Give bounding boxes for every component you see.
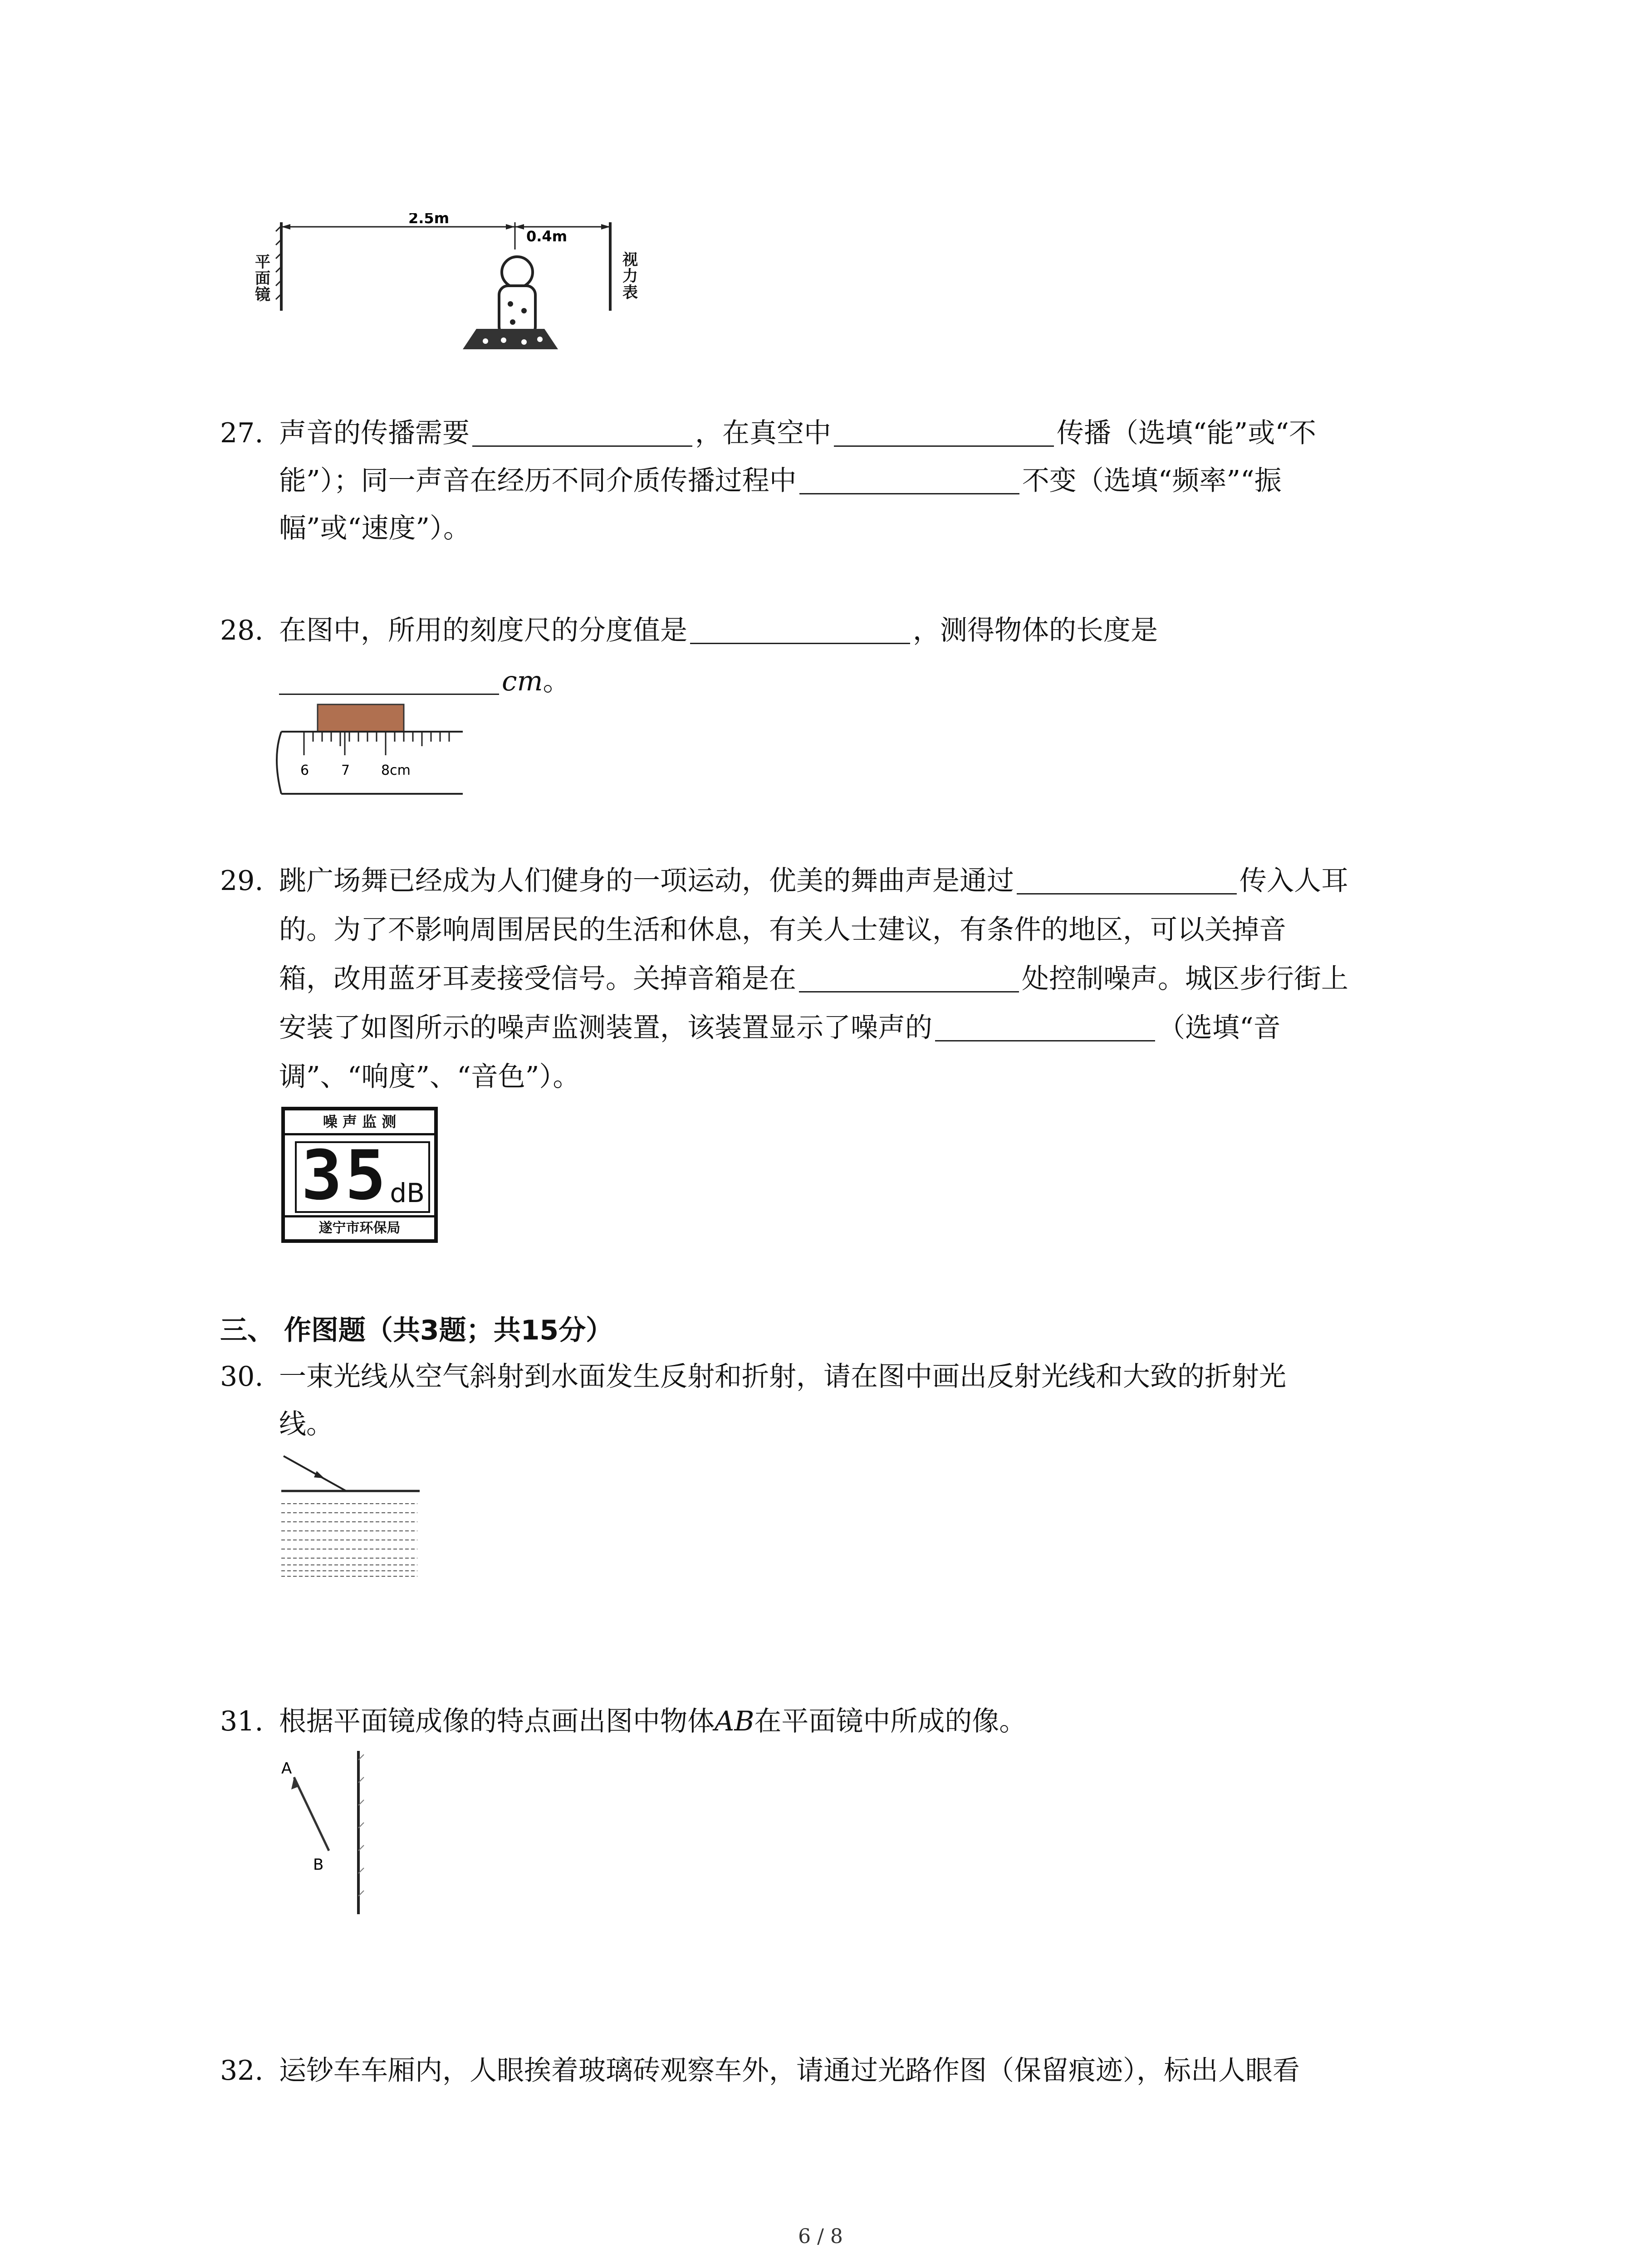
- plane-mirror-figure: [272, 1746, 381, 1919]
- answer-blank[interactable]: [799, 966, 1019, 992]
- monitor-title: 噪 声 监 测: [285, 1110, 434, 1135]
- distance-label-mirror: 2.5m: [408, 213, 450, 227]
- question-number: 29.: [220, 865, 264, 897]
- question-number: 28.: [220, 615, 264, 646]
- noise-value: 35: [301, 1136, 389, 1215]
- question-31: 31. 根据平面镜成像的特点画出图中物体AB在平面镜中所成的像。: [220, 1706, 1027, 1737]
- question-27: 27. 声音的传播需要 ，在真空中 传播（选填“能”或“不: [220, 417, 1317, 449]
- monitor-display: [295, 1136, 430, 1215]
- ruler-tick-7: 7: [341, 763, 350, 778]
- noise-unit: dB: [390, 1178, 425, 1208]
- question-number: 32.: [220, 2055, 264, 2087]
- question-27-line3: 幅”或“速度”）。: [279, 513, 471, 544]
- answer-blank[interactable]: [279, 668, 499, 695]
- ruler-tick-6: 6: [300, 763, 309, 778]
- question-number: 27.: [220, 417, 264, 449]
- mirror-label: 平面镜: [255, 253, 270, 304]
- question-30-line2: 线。: [279, 1408, 333, 1440]
- answer-blank[interactable]: [1017, 868, 1237, 894]
- question-29-line4: 安装了如图所示的噪声监测装置，该装置显示了噪声的 （选填“音: [279, 1012, 1281, 1044]
- answer-blank[interactable]: [799, 468, 1019, 494]
- answer-blank[interactable]: [834, 420, 1054, 447]
- noise-monitor: [281, 1107, 438, 1243]
- answer-blank[interactable]: [472, 420, 692, 447]
- ruler-figure: [272, 703, 472, 801]
- section-title: 三、 作图题（共3题；共15分）: [220, 1315, 613, 1346]
- question-29: 29. 跳广场舞已经成为人们健身的一项运动，优美的舞曲声是通过 传入人耳: [220, 865, 1348, 897]
- page-number: 6 / 8: [798, 2225, 843, 2248]
- distance-label-chart: 0.4m: [526, 228, 568, 245]
- point-b-label: B: [313, 1856, 324, 1874]
- question-number: 30.: [220, 1361, 264, 1393]
- question-28-line2: cm。: [279, 668, 570, 695]
- question-32: 32. 运钞车车厢内，人眼挨着玻璃砖观察车外，请通过光路作图（保留痕迹），标出人眼看: [220, 2055, 1300, 2087]
- unit-cm: cm: [502, 665, 543, 697]
- question-30: 30. 一束光线从空气斜射到水面发生反射和折射，请在图中画出反射光线和大致的折射光: [220, 1361, 1286, 1393]
- question-27-line2: 能”）；同一声音在经历不同介质传播过程中 不变（选填“频率”“振: [279, 465, 1282, 497]
- question-29-line5: 调”、“响度”、“音色”）。: [279, 1061, 580, 1093]
- point-a-label: A: [281, 1760, 292, 1778]
- question-28: 28. 在图中，所用的刻度尺的分度值是 ，测得物体的长度是: [220, 615, 1158, 646]
- question-number: 31.: [220, 1706, 264, 1737]
- question-29-line2: 的。为了不影响周围居民的生活和休息，有关人士建议，有条件的地区，可以关掉音: [279, 914, 1286, 946]
- question-29-line3: 箱，改用蓝牙耳麦接受信号。关掉音箱是在 处控制噪声。城区步行街上: [279, 963, 1348, 995]
- water-refraction-figure: [281, 1449, 422, 1581]
- eye-chart-figure: [272, 213, 644, 363]
- answer-blank[interactable]: [690, 617, 910, 644]
- ruler-tick-8cm: 8cm: [381, 763, 411, 778]
- monitor-footer: 遂宁市环保局: [285, 1215, 434, 1239]
- object-ab: [294, 1777, 329, 1851]
- answer-blank[interactable]: [935, 1015, 1155, 1041]
- measured-block: [318, 704, 404, 732]
- seated-person-figure: [463, 257, 558, 349]
- chart-label: 视力表: [622, 251, 638, 302]
- incident-ray: [284, 1456, 346, 1491]
